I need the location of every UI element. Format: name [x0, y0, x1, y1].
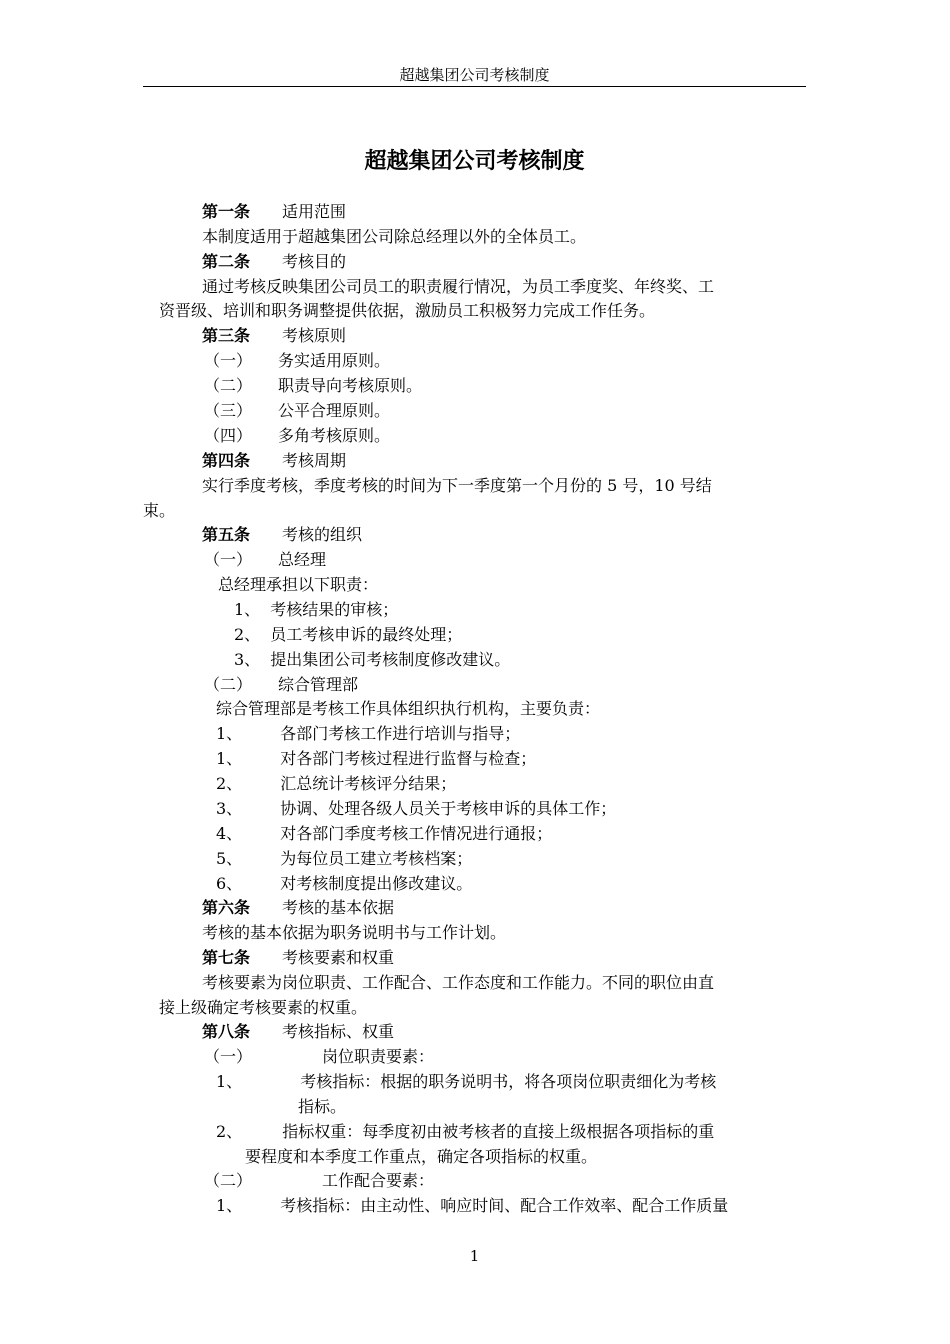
item-marker: （二）	[204, 675, 253, 694]
section-heading	[204, 1171, 434, 1191]
item-text: 对各部门考核过程进行监督与检查；	[280, 749, 537, 768]
item-marker: （二）	[204, 376, 253, 395]
item-text: 综合管理部	[278, 675, 359, 694]
list-item	[216, 749, 536, 769]
header-rule	[143, 86, 806, 87]
item-text: 务实适用原则。	[278, 351, 391, 370]
item-marker: 4、	[216, 824, 243, 843]
list-item	[204, 376, 422, 396]
item-text: 协调、处理各级人员关于考核申诉的具体工作；	[280, 799, 617, 818]
section-heading	[204, 1047, 434, 1067]
item-text: 考核指标：根据的职务说明书，将各项岗位职责细化为考核	[300, 1072, 717, 1091]
list-item-continuation: 指标。	[298, 1097, 347, 1116]
article-7-heading	[202, 948, 394, 968]
paragraph: 综合管理部是考核工作具体组织执行机构，主要负责：	[216, 699, 601, 718]
paragraph: 实行季度考核，季度考核的时间为下一季度第一个月份的 5 号，10 号结	[202, 476, 712, 495]
item-marker: （一）	[204, 1047, 253, 1066]
item-marker: 1、	[216, 749, 243, 768]
article-number: 第七条	[202, 948, 251, 967]
article-number: 第二条	[202, 252, 251, 271]
list-item	[216, 1122, 714, 1142]
article-2-heading	[202, 252, 346, 272]
article-number: 第一条	[202, 202, 251, 221]
item-text: 对各部门季度考核工作情况进行通报；	[280, 824, 553, 843]
paragraph: 考核的基本依据为职务说明书与工作计划。	[202, 923, 507, 942]
item-marker: 3、	[234, 650, 261, 669]
list-item	[216, 724, 520, 744]
article-5-heading	[202, 525, 362, 545]
item-marker: （三）	[204, 401, 253, 420]
list-item	[216, 1072, 716, 1092]
list-item	[216, 874, 472, 894]
item-text: 考核指标：由主动性、响应时间、配合工作效率、配合工作质量	[280, 1196, 729, 1215]
article-1-heading	[202, 202, 346, 222]
article-8-heading	[202, 1022, 394, 1042]
article-title: 考核的组织	[282, 525, 363, 544]
item-marker: （一）	[204, 550, 253, 569]
document-title: 超越集团公司考核制度	[364, 149, 585, 174]
item-marker: 1、	[216, 724, 243, 743]
item-text: 多角考核原则。	[278, 426, 391, 445]
section-heading	[204, 550, 326, 570]
paragraph: 束。	[143, 501, 176, 520]
article-title: 考核的基本依据	[282, 898, 395, 917]
paragraph: 总经理承担以下职责：	[218, 575, 379, 594]
item-marker: 5、	[216, 849, 243, 868]
article-4-heading	[202, 451, 346, 471]
item-marker: 2、	[216, 774, 243, 793]
item-text: 岗位职责要素：	[322, 1047, 435, 1066]
item-marker: 1、	[216, 1072, 243, 1091]
list-item	[204, 426, 390, 446]
item-text: 考核结果的审核；	[270, 600, 399, 619]
article-number: 第八条	[202, 1022, 251, 1041]
article-3-heading	[202, 326, 346, 346]
item-text: 指标权重：每季度初由被考核者的直接上级根据各项指标的重	[282, 1122, 715, 1141]
item-marker: 2、	[216, 1122, 243, 1141]
list-item-continuation: 要程度和本季度工作重点，确定各项指标的权重。	[245, 1147, 598, 1166]
item-marker: 1、	[216, 1196, 243, 1215]
article-title: 考核原则	[282, 326, 347, 345]
item-text: 职责导向考核原则。	[278, 376, 423, 395]
item-marker: 3、	[216, 799, 243, 818]
paragraph: 资晋级、培训和职务调整提供依据，激励员工积极努力完成工作任务。	[159, 301, 656, 320]
list-item	[204, 401, 390, 421]
page-number: 1	[469, 1247, 480, 1265]
list-item	[204, 351, 390, 371]
item-marker: （四）	[204, 426, 253, 445]
item-text: 对考核制度提出修改建议。	[280, 874, 473, 893]
item-text: 汇总统计考核评分结果；	[280, 774, 457, 793]
list-item	[234, 650, 510, 670]
list-item	[216, 799, 616, 819]
article-title: 适用范围	[282, 202, 347, 221]
item-text: 公平合理原则。	[278, 401, 391, 420]
section-heading	[204, 675, 358, 695]
item-marker: 2、	[234, 625, 261, 644]
item-text: 为每位员工建立考核档案；	[280, 849, 473, 868]
item-marker: 6、	[216, 874, 243, 893]
item-text: 提出集团公司考核制度修改建议。	[270, 650, 511, 669]
paragraph: 本制度适用于超越集团公司除总经理以外的全体员工。	[202, 227, 587, 246]
list-item	[216, 849, 472, 869]
item-marker: （一）	[204, 351, 253, 370]
article-title: 考核指标、权重	[282, 1022, 395, 1041]
item-marker: （二）	[204, 1171, 253, 1190]
article-number: 第五条	[202, 525, 251, 544]
article-title: 考核周期	[282, 451, 347, 470]
article-6-heading	[202, 898, 394, 918]
list-item	[234, 600, 398, 620]
list-item	[216, 824, 552, 844]
list-item	[216, 774, 456, 794]
article-number: 第四条	[202, 451, 251, 470]
article-number: 第六条	[202, 898, 251, 917]
article-number: 第三条	[202, 326, 251, 345]
item-text: 工作配合要素：	[322, 1171, 435, 1190]
article-title: 考核要素和权重	[282, 948, 395, 967]
page-header: 超越集团公司考核制度	[399, 66, 550, 84]
item-text: 员工考核申诉的最终处理；	[270, 625, 463, 644]
item-text: 各部门考核工作进行培训与指导；	[280, 724, 521, 743]
paragraph: 考核要素为岗位职责、工作配合、工作态度和工作能力。不同的职位由直	[202, 973, 715, 992]
paragraph: 通过考核反映集团公司员工的职责履行情况，为员工季度奖、年终奖、工	[202, 277, 715, 296]
item-marker: 1、	[234, 600, 261, 619]
article-title: 考核目的	[282, 252, 347, 271]
list-item	[234, 625, 462, 645]
item-text: 总经理	[278, 550, 327, 569]
paragraph: 接上级确定考核要素的权重。	[159, 998, 368, 1017]
list-item	[216, 1196, 728, 1216]
